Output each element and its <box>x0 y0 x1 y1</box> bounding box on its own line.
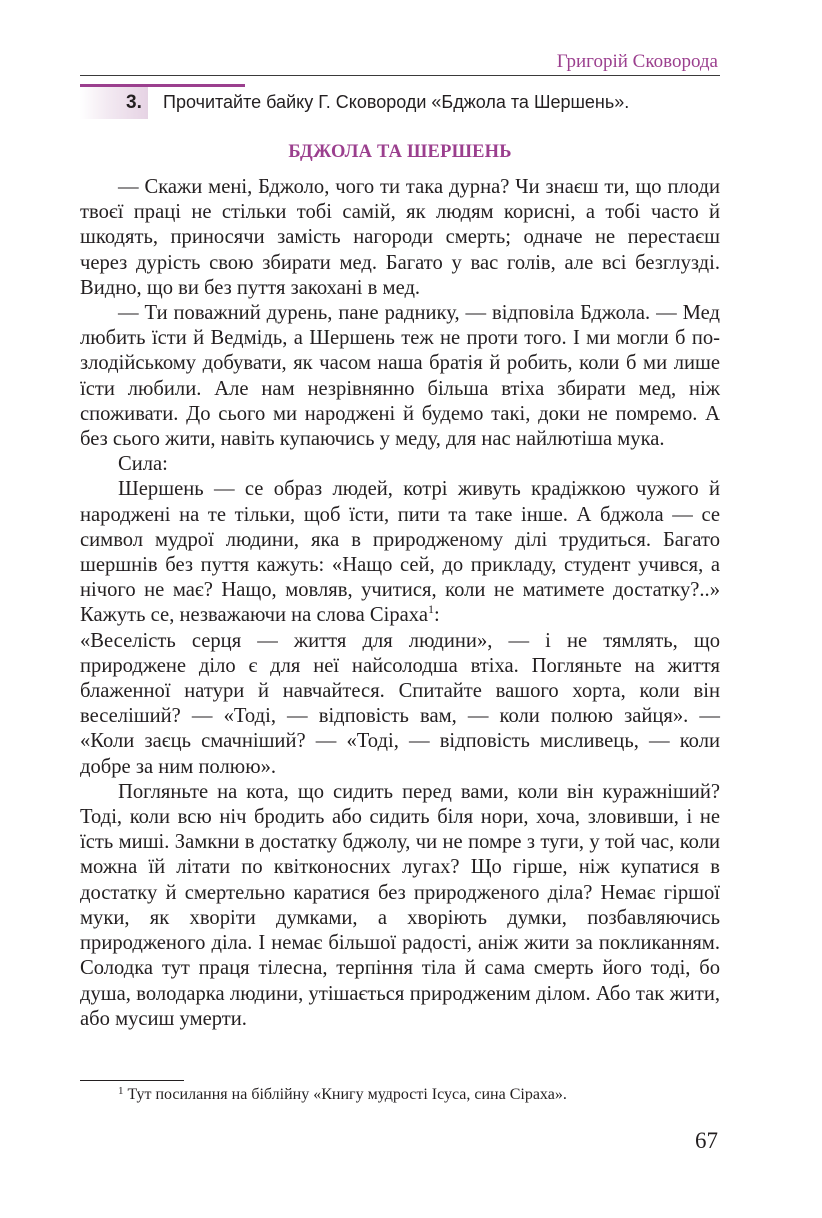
paragraph-bee-answer: — Ти поважний дурень, пане раднику, — відповіла Бджола. — Мед любить їсти й Ведмідь, а Шершень теж не проти того. І ми могли б по-злодійському добувати, як часом наша братія й робить, коли б ми лише їсти любили. Але нам незрівнянно більша втіха збирати мед, ніж споживати. До сього ми народжені й будемо такі, доки не помремо. А без сього жити, навіть купаючись у меду, для нас найлютіша мука. <box>80 302 720 451</box>
footnote <box>118 1085 567 1104</box>
footnote-reference[interactable]: 1 <box>427 602 434 617</box>
paragraph-cat: Погляньте на кота, що сидить перед вами, коли він куражніший? Тоді, коли всю ніч бродить або сидить біля нори, хоча, зловивши, і не їсть миші. Замкни в достатку бджолу, чи не помре з туги, у той час, коли можна їй літати по квітконосних лугах? Що гірше, ніж купатися в достатку й смертельно каратися без природженого діла? Немає гіршої муки, як хворіти думками, а хворіють думки, позбавляючись природженого діла. І немає більшої радості, аніж жити за покликанням. Солодка тут праця тілесна, терпіння тіла й сама смерть його тоді, бо душа, володарка людини, утішається природженим ділом. Або так жити, або мусиш умерти. <box>80 780 720 1030</box>
paragraph-bee-question: — Скажи мені, Бджоло, чого ти така дурна? Чи знаєш ти, що плоди твоєї праці не стільки тобі самій, як людям корисні, а тобі часто й шкодять, приносячи замість нагороди смерть; одначе не перестаєш через дурість свою збирати мед. Багато у вас голів, але всі безглузді. Видно, що ви без пуття закохані в мед. <box>80 176 720 299</box>
paragraph-moral-hornet-text: Шершень — се образ людей, котрі живуть крадіжкою чужого й народжені на те тільки, щоб їсти, пити та таке інше. А бджола — се символ мудрої людини, яка в природженому ділі трудиться. Багато шершнів без пуття кажуть: «Нащо сей, до прикладу, студент учився, а нічого не має? Нащо, мовляв, учитися, коли не матимете достатку?..» Кажуть се, незважаючи на слова Сіраха <box>80 478 720 627</box>
page-number: 67 <box>695 1128 718 1153</box>
header-divider <box>80 75 720 76</box>
task-number: 3. <box>126 92 142 113</box>
footnote-marker: 1 <box>118 1085 124 1097</box>
running-head-author: Григорій Сковорода <box>556 51 718 72</box>
task-instruction: Прочитайте байку Г. Сковороди «Бджола та Шершень». <box>163 92 630 112</box>
footnote-divider <box>80 1080 184 1081</box>
footnote-reference-colon: : <box>433 604 440 627</box>
footnote-text: Тут посилання на біблійну «Книгу мудрості Ісуса, сина Сіраха». <box>127 1086 567 1103</box>
paragraph-moral-continued: «Веселість серця — життя для людини», — і не тямлять, що природжене діло є для неї найсолодша втіха. Погляньте на життя блаженної натури й навчайтеся. Спитайте вашого хорта, коли він веселіший? — «Тоді, — відповість вам, — коли полюю зайця». — «Коли заєць смачніший? — «Тоді, — відповість мисливець, — коли добре за ним полюю». <box>80 629 720 778</box>
story-title: БДЖОЛА ТА ШЕРШЕНЬ <box>288 142 512 162</box>
story-body <box>80 175 720 1032</box>
paragraph-moral-label: Сила: <box>118 453 168 476</box>
paragraph-moral-hornet <box>80 477 720 628</box>
